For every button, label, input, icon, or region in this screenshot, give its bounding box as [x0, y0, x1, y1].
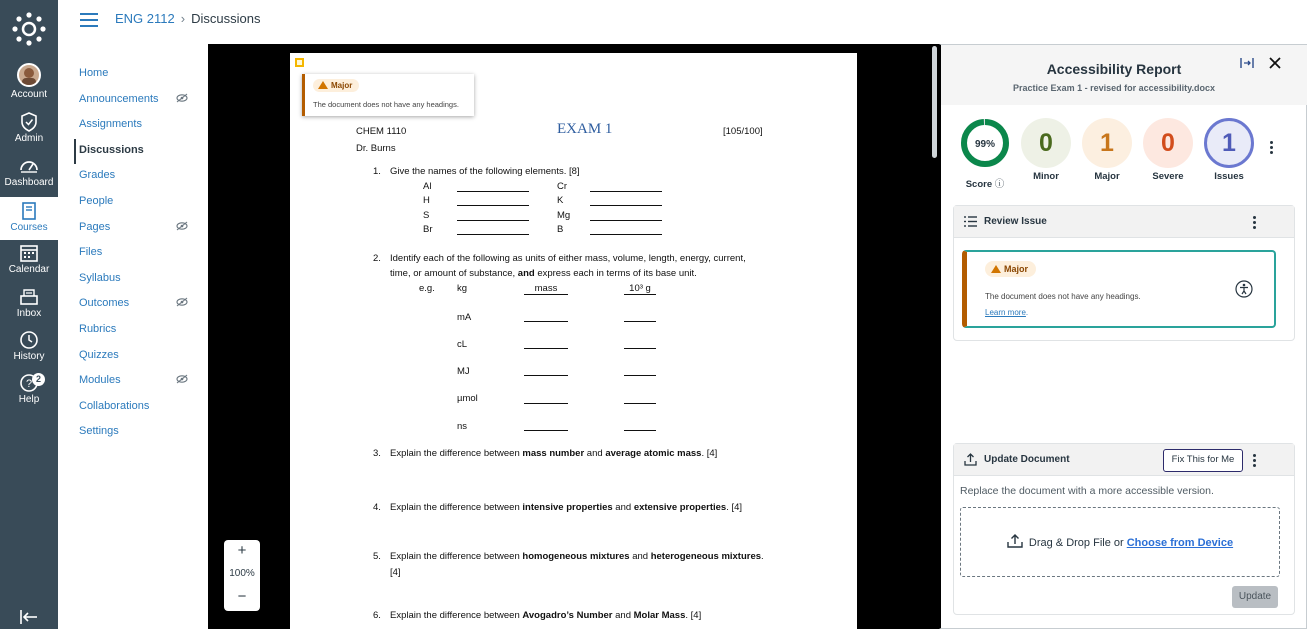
hamburger-menu-icon[interactable] [80, 13, 98, 27]
warning-icon [991, 265, 1001, 273]
element-symbol: H [423, 195, 430, 206]
avatar [17, 63, 41, 87]
course-nav-people[interactable]: People [79, 194, 114, 207]
answer-blank [457, 205, 529, 206]
unit-label: MJ [457, 366, 470, 377]
question-text: Explain the difference between intensive properties and extensive properties. [4] [390, 502, 743, 513]
eye-slash-icon [176, 374, 188, 384]
exam-score: [105/100] [723, 126, 763, 137]
major-label: Major [1094, 171, 1120, 182]
answer-blank [590, 191, 662, 192]
global-nav [0, 0, 58, 629]
course-nav-syllabus[interactable]: Syllabus [79, 271, 121, 284]
unit-label: µmol [457, 393, 478, 404]
issue-item[interactable]: Major The document does not have any headings. Learn more. [962, 250, 1276, 328]
eye-slash-icon [176, 297, 188, 307]
answer-blank [624, 403, 656, 404]
unit-label: ns [457, 421, 468, 432]
svg-text:?: ? [25, 378, 33, 390]
answer-blank [457, 234, 529, 235]
issues-count: 1 [1204, 118, 1254, 168]
issues-label: Issues [1214, 171, 1244, 182]
question-text: Identify each of the following as units of either mass, volume, length, energy, current, [390, 253, 746, 264]
issue-tooltip [302, 74, 474, 116]
book-icon [19, 201, 39, 221]
course-nav-rubrics[interactable]: Rubrics [79, 322, 117, 335]
course-nav-collaborations[interactable]: Collaborations [79, 399, 150, 412]
zoom-in-button[interactable]: + [237, 542, 247, 559]
answer-blank [590, 220, 662, 221]
replace-description: Replace the document with a more accessible version. [960, 485, 1214, 497]
question-number: 5. [373, 551, 381, 562]
breadcrumb [115, 11, 260, 26]
answer-blank [624, 321, 656, 322]
report-title: Accessibility Report [1046, 61, 1182, 77]
fix-this-button[interactable]: Fix This for Me [1163, 449, 1243, 472]
breadcrumb-current: Discussions [191, 11, 261, 26]
element-symbol: Mg [557, 210, 571, 221]
viewer-scrollbar[interactable] [932, 46, 937, 158]
major-badge: Major [985, 261, 1036, 277]
tooltip-message: The document does not have any headings. [313, 100, 459, 109]
question-text: time, or amount of substance, and express each in terms of its base unit. [390, 268, 697, 279]
global-nav-inbox[interactable]: Inbox [0, 287, 58, 331]
update-document-card [953, 443, 1295, 615]
question-text: Explain the difference between Avogadro’s Number and Molar Mass. [4] [390, 610, 702, 621]
global-nav-admin[interactable]: Admin [0, 112, 58, 156]
issue-marker-icon[interactable] [295, 58, 304, 67]
answer-blank [624, 430, 656, 431]
answer-blank [457, 220, 529, 221]
accessibility-icon[interactable] [1235, 280, 1253, 298]
course-nav-discussions[interactable]: Discussions [74, 139, 208, 165]
course-nav-files[interactable]: Files [79, 246, 103, 259]
question-number: 6. [373, 610, 381, 621]
zoom-out-button[interactable]: − [237, 588, 247, 605]
severe-label: Severe [1152, 171, 1184, 182]
course-nav-outcomes[interactable]: Outcomes [74, 292, 208, 318]
course-nav [74, 62, 208, 446]
issues-stat [1203, 118, 1255, 182]
answer-blank [590, 205, 662, 206]
global-nav-courses[interactable]: Courses [0, 197, 58, 240]
course-nav-modules[interactable]: Modules [74, 369, 208, 395]
collapse-nav-icon[interactable] [19, 609, 39, 625]
learn-more-link[interactable]: Learn more [985, 308, 1026, 317]
help-badge: 2 [32, 373, 45, 386]
update-document-heading: Update Document [984, 454, 1070, 465]
report-filename: Practice Exam 1 - revised for accessibility.docx [1013, 83, 1215, 93]
element-symbol: K [557, 195, 564, 206]
close-icon[interactable] [1267, 55, 1283, 71]
score-ring [960, 118, 1010, 168]
global-nav-history[interactable]: History [0, 330, 58, 374]
question-number: 1. [373, 166, 381, 177]
course-nav-announcements[interactable]: Announcements [74, 88, 208, 114]
stats-menu-icon[interactable] [1270, 141, 1274, 155]
issue-message: The document does not have any headings. [985, 292, 1141, 301]
course-nav-pages[interactable]: Pages [74, 216, 208, 242]
answer-blank [524, 430, 568, 431]
warning-icon [318, 81, 328, 89]
file-dropzone[interactable]: Drag & Drop File or Choose from Device [960, 507, 1280, 577]
score-stat [959, 118, 1011, 190]
answer-blank [457, 191, 529, 192]
accessibility-report-panel [939, 44, 1307, 629]
question-number: 4. [373, 502, 381, 513]
major-count: 1 [1082, 118, 1132, 168]
review-issue-heading: Review Issue [984, 216, 1047, 227]
inbox-icon [19, 287, 39, 307]
instructor-name: Dr. Burns [356, 143, 396, 154]
minor-label: Minor [1033, 171, 1059, 182]
info-icon: ⓘ [994, 179, 1005, 190]
question-text: Explain the difference between homogeneous mixtures and heterogeneous mixtures. [390, 551, 764, 562]
severe-stat [1142, 118, 1194, 182]
minor-stat [1020, 118, 1072, 182]
answer-blank [524, 348, 568, 349]
element-symbol: B [557, 224, 564, 235]
global-nav-account[interactable]: Account [0, 63, 58, 107]
shield-icon [19, 112, 39, 132]
score-value: 99% [974, 139, 996, 150]
answer-blank [524, 403, 568, 404]
score-label: Score [965, 179, 993, 190]
answer-blank [624, 375, 656, 376]
dashboard-icon [19, 156, 39, 176]
global-nav-dashboard[interactable]: Dashboard [0, 156, 58, 200]
answer-blank [524, 321, 568, 322]
zoom-control [224, 540, 260, 611]
review-issue-card [953, 205, 1295, 341]
severe-count: 0 [1143, 118, 1193, 168]
example-type: mass [524, 283, 568, 295]
document-viewer[interactable] [208, 44, 939, 629]
minor-count: 0 [1021, 118, 1071, 168]
calendar-icon [19, 243, 39, 263]
course-nav-settings[interactable]: Settings [79, 425, 119, 438]
element-symbol: Cr [557, 181, 568, 192]
report-header [941, 45, 1307, 105]
answer-blank [590, 234, 662, 235]
question-points: [4] [390, 567, 401, 578]
course-code: CHEM 1110 [356, 126, 407, 137]
example-base: 10³ g [624, 283, 656, 295]
element-symbol: Al [423, 181, 432, 192]
question-number: 2. [373, 253, 381, 264]
course-nav-grades[interactable]: Grades [79, 169, 116, 182]
update-menu-icon[interactable] [1253, 454, 1257, 468]
global-nav-calendar[interactable]: Calendar [0, 243, 58, 287]
canvas-logo-icon[interactable] [12, 12, 46, 46]
expand-panel-icon[interactable] [1239, 55, 1255, 71]
answer-blank [624, 348, 656, 349]
course-nav-quizzes[interactable]: Quizzes [79, 348, 119, 361]
choose-from-device-link[interactable]: Choose from Device [1126, 537, 1234, 549]
upload-icon [964, 453, 977, 466]
eye-slash-icon [176, 93, 188, 103]
major-stat [1081, 118, 1133, 182]
review-menu-icon[interactable] [1253, 216, 1257, 230]
upload-icon [1007, 534, 1023, 548]
global-nav-help[interactable]: ? 2 Help [0, 373, 58, 417]
breadcrumb-course-link[interactable]: ENG 2112 [115, 11, 175, 26]
document-page [290, 53, 857, 629]
answer-blank [524, 375, 568, 376]
major-badge: Major [313, 79, 359, 92]
element-symbol: Br [423, 224, 433, 235]
unit-label: mA [457, 312, 472, 323]
unit-label: cL [457, 339, 468, 350]
question-text: Give the names of the following elements. [8] [390, 166, 580, 177]
question-text: Explain the difference between mass number and average atomic mass. [4] [390, 448, 718, 459]
exam-title: EXAM 1 [557, 121, 613, 137]
list-icon [964, 215, 977, 228]
eye-slash-icon [176, 221, 188, 231]
breadcrumb-separator-icon: › [180, 11, 186, 26]
element-symbol: S [423, 210, 430, 221]
top-header [58, 0, 1307, 44]
course-nav-assignments[interactable]: Assignments [79, 118, 142, 131]
example-unit: kg [457, 283, 468, 294]
example-label: e.g. [419, 283, 435, 294]
update-button[interactable]: Update [1232, 586, 1278, 608]
question-number: 3. [373, 448, 381, 459]
zoom-level: 100% [229, 568, 255, 579]
course-nav-home[interactable]: Home [79, 67, 109, 79]
clock-icon [19, 330, 39, 350]
